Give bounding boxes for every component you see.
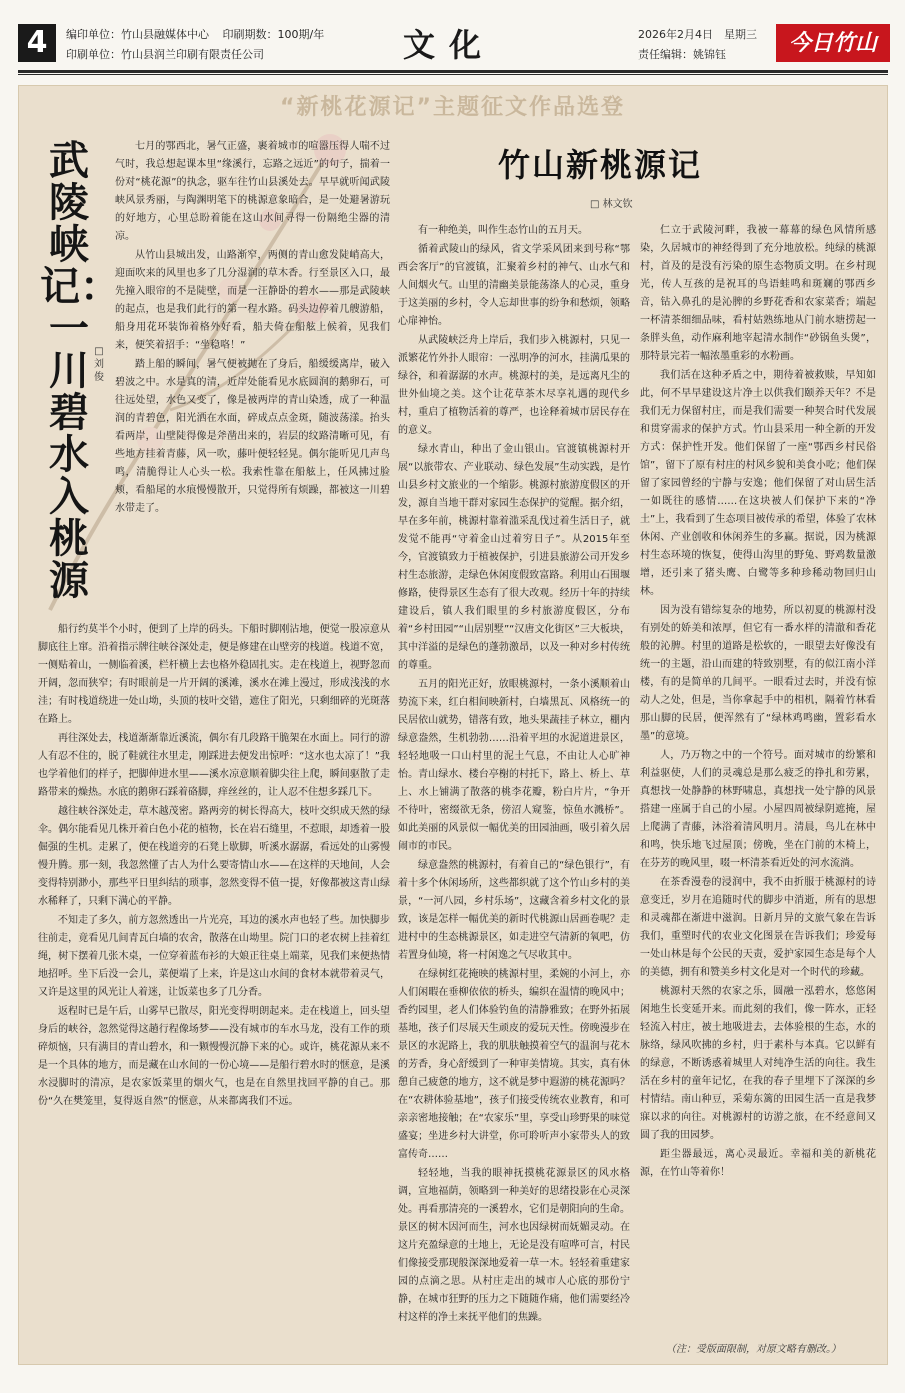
publisher-line: [66, 26, 334, 42]
printer: 印刷单位：竹山县润兰印刷有限责任公司: [66, 48, 264, 61]
editor: 责任编辑：姚锦钰: [638, 48, 726, 61]
paragraph: 桃源村天然的农家之乐，圆融一泓碧水，悠悠闲闲地生长变延开来。而此刻的我们，像一阵水，正轻轻流入村庄，被土地吸进去，去体验根的生态，水的脉络，绿风吹拂的乡村，归于素朴与本真。它以鲜有的绿意，不断诱惑着城里人对纯净生活的向往。我生活在乡村的童年记忆，在我的春子里埋下了深深的乡村情结。南山种豆，采菊东篱的田园生活一直是我梦寐以求的向往。对桃源村的访游之旅，在不经意间又圆了我的田园梦。: [640, 986, 876, 1141]
paragraph: 因为没有错综复杂的地势，所以初夏的桃源村没有别处的娇美和浓厚，但它有一番水样的清澈和香花般的沁脾。村里的道路是松软的，一眼望去好像没有统一的主题，沿山而建的特致别墅，有的似江南小洋楼，有的是简单的几间平。一眼看过去时，并没有惊动人之处，但是，当你拿起手中的相机，隔着竹林看那山脚的民居，便浑然有了“绿林鸡鸣幽，置彩看水墨”的意境。: [640, 605, 876, 742]
paragraph: 轻轻地，当我的眼神抚摸桃花源景区的风水格调，宣地福荫，领略到一种美好的思绪投影在心灵深处。再看那清亮的一溪碧水，它们是朝阳向的生命。景区的树木因河而生，河水也因绿树而妩媚灵动。在这片充盈绿意的土地上，无论是没有喧哗可言，村民们像接受那现般深深地爱着一草一木。轻轻着重建家园的点滴之思。从村庄走出的城市人心底的那份宁静，在城市狂野的压力之下随随作痛，他们需要经冷村这样的净土来抚平他们的焦躁。: [398, 1168, 630, 1323]
article2-title: 竹山新桃源记: [498, 146, 703, 184]
paragraph: 踏上船的瞬间，暑气便被抛在了身后，船缓缓离岸，破入碧波之中。水是真的清，近岸处能看见水底圆润的鹅卵石，可往远处望，水色又变了，像是被两岸的青山染透，成了一种温润的青碧色，阳光洒在水面，碎成点点金斑，随波荡漾。抬头看两岸，山壁陡得像是斧凿出来的，岩层的纹路清晰可见，有些地方挂着青藤，风一吹，藤叶便轻轻晃。偶尔能听见几声鸟鸣，清脆得让人心头一松。我索性靠在船舷上，任风拂过脸颊，看船尾的水痕慢慢散开，只觉得所有烦躁，都被这一川碧水带走了。: [115, 359, 390, 514]
masthead: [18, 22, 888, 68]
paragraph: 七月的鄂西北，暑气正盛，裹着城市的喧嚣压得人喘不过气时，我总想起课本里“缘溪行，忘路之远近”的句子，揣着一份对“桃花源”的执念，驱车往竹山县溪处去。早早就听闻武陵峡风景秀丽，与陶渊明笔下的桃源意象暗合，是一处避暑游玩的好地方，心里总盼着能在这山水间寻得一份隔绝尘器的清凉。: [115, 141, 390, 242]
paragraph: 从武陵峡泛舟上岸后，我们步入桃源村，只见一派繁花竹外扑人眼帘：一泓明净的河水，挂满瓜果的绿谷，和着潺潺的水声。桃源村的美，是远离凡尘的世外仙境之美。这个让花草茶木尽享礼遇的现代乡村，重启了植物活着的尊严，也诠释着城市居民存在的意义。: [398, 335, 630, 436]
paragraph: 有一种绝美，叫作生态竹山的五月天。: [418, 225, 588, 236]
article2-column-2: [640, 222, 876, 1336]
header-rule-thin: [18, 74, 888, 75]
section-title: 文化: [403, 26, 496, 64]
banner-title: “新桃花源记”主题征文作品选登: [280, 95, 625, 120]
article1-author: □ 刘俊: [94, 346, 104, 383]
article2-column-1: [398, 222, 630, 1354]
editor-note: （注：受版面限制，对原文略有删改。）: [666, 1344, 841, 1355]
paragraph: 五月的阳光正好，放眼桃源村，一条小溪顺着山势流下来，红白相间映新村，白墙黑瓦、风格统一的民居依山就势，错落有致，地头果蔬挂子林立，棚内绿意盎然，生机勃勃……沿着平坦的水泥道进景区，轻轻地吸一口山村里的泥土气息，不由让人心旷神怡。青山绿水、楼台亭榭的村托下，路上、桥上、草上、水上铺满了散落的桃李花瓣，粉白片片，“争开不待叶，密缀欲无条，傍沼人窥鉴，惊鱼水溅桥”。如此美丽的风景似一幅优美的田园油画，吸引着久居闹市的市民。: [398, 679, 630, 852]
paragraph: 距尘器最远，离心灵最近。幸福和美的新桃花源，在竹山等着你！: [640, 1149, 876, 1178]
publisher: 编印单位：竹山县融媒体中心: [66, 28, 209, 41]
header-rule: [18, 70, 888, 73]
newspaper-logo: 今日竹山: [776, 24, 890, 62]
paragraph: 绿水青山，种出了金山银山。官渡镇桃源村开展“以旅带农、产业联动、绿色发展”生动实践，是竹山县乡村文旅业的一个缩影。桃源村旅游度假区的开发，源自当地干群对家园生态保护的觉醒。据介绍，早在多年前，桃源村靠着滥采乱伐过着生活日子，就发觉不能再“守着金山过着穷日子”。从2015年至今，官渡镇致力于植被保护，引进县旅游公司开发乡村生态旅游，走绿色休闲度假致富路。利用山石围堰修路，使得景区生态有了很大改观。经历十年的持续建设后，镇人我们眼里的乡村旅游度假区，分布着“乡村田园”“山居别墅”“汉唐文化街区”三大板块，其中洋溢的是绿色的蓬勃激昂，以及一种对乡村传统的尊重。: [398, 444, 630, 671]
paragraph: 在茶香漫卷的浸润中，我不由折服于桃源村的诗意变迁，岁月在追随时代的脚步中消逝，所有的思想和灵魂都在渐进中滋润。日新月异的文旅气象在告诉我们，重塑时代的农业文化图景在告诉我们；珍爱每一处山林是每个公民的天责，爱护家园生态是每个人的美德，拥有和赞美乡村文化是对一个时代的珍藏。: [640, 877, 876, 978]
issue-date: 2026年2月4日 星期三: [638, 28, 757, 41]
paragraph: 越往峡谷深处走，草木越茂密。路两旁的树长得高大，枝叶交织成天然的绿伞。偶尔能看见几株开着白色小花的植物，长在岩石缝里，不惹眼，却透着一股倔强的生机。走累了，便在栈道旁的石凳上歇脚，听溪水潺潺，看远处的山雾慢慢升腾。那一刻，我忽然懂了古人为什么要寄情山水——在这样的天地间，人会变得特别渺小，那些平日里纠结的琐事，忽然变得不值一提，好像都被这青山绿水稀释了，只剩下满心的平静。: [38, 806, 390, 907]
paragraph: 从竹山县城出发，山路渐窄，两侧的青山愈发陡峭高大，迎面吹来的风里也多了几分湿润的草木香。行至景区入口，最先撞入眼帘的不是陡壁，而是一汪静卧的碧水——那是武陵峡的起点，也是我们此行的第一程水路。码头边停着几艘游船，船身用花环装饰着格外好看，船夫倚在船舷上候着，见我们来，便笑着招手：“坐稳咯！”: [115, 250, 390, 351]
paragraph: 循着武陵山的绿风，省文学采风团来到号称“鄂西会客厅”的官渡镇，汇聚着乡村的神气、山水气和人间烟火气。山里的清幽美景能荡涤人的心灵，重身于这美丽的乡村，令人忘却世事的纷争和愁烦，领略心扉神怡。: [398, 244, 630, 327]
paragraph: 仁立于武陵河畔，我被一幕幕的绿色风情所感染，久居城市的神经得到了充分地放松。纯绿的桃源村，首及的是没有污染的原生态物质文明。在乡村现光，传人互孩的是祝耳的鸟语蛙鸣和斑斓的鄂西乡音，钻入鼻孔的是沁脾的乡野花香和农家菜香；端起一杯清茶细细品味，看村姑熟练地从门前水塘捞起一条胖头鱼，动作麻利地宰起清水制作“砂锅鱼头煲”，那特景完若一幅浓墨重彩的水粉画。: [640, 225, 876, 362]
paragraph: 人，乃万物之中的一个符号。面对城市的纷繁和利益驱使，人们的灵魂总是那么疲乏的挣扎和劳累，真想找一处静静的林野啸息，真想找一处宁静的风景搭建一座属于自己的小屋。小屋四周被绿阴遮掩，屋上爬满了青藤，沐浴着清风明月。清晨，鸟儿在林中和鸣，快乐地飞过屋顶；傍晚，坐在门前的木椅上，在芬芳的晚风里，啜一杯清茶看近处的河水流淌。: [640, 750, 876, 869]
paragraph: 再往深处去，栈道渐渐靠近溪流，偶尔有几段路干脆架在水面上。同行的游人有忍不住的，脱了鞋就往水里走，刚踩进去便发出惊呼：“这水也太凉了！”我也学着他们的样子，把脚伸进水里——溪水凉意顺着脚尖往上爬，瞬间驱散了走路带来的燥热。水底的鹅卵石踩着硌脚，痒丝丝的，让人忍不住想多踩几下。: [38, 733, 390, 798]
paragraph: 不知走了多久，前方忽然透出一片光亮，耳边的溪水声也轻了些。加快脚步往前走，竟看见几间青瓦白墙的农舍，散落在山坳里。院门口的老农树上挂着红绳，树下摆着几张木桌，一位穿着蓝布衫的大娘正往桌上端菜，见我们来便热情地招呼。坐下后没一会儿，菜便端了上来，许是这山水间的食材本就带着灵气，又许是这里的风光让人着迷，让饭菜也多了几分香。: [38, 915, 390, 998]
article2-author: □ 林文钦: [590, 199, 633, 210]
paragraph: 我们活在这种矛盾之中，期待着被救赎，早知如此，何不早早建设这片净土以供我们颐养天年？不是我们无力保留村庄，而是我们需要一种契合时代发展和贯穿需求的保护方式。竹山县采用一种全新的开发方式：保护性开发。他们保留了一座“鄂西乡村民俗馆”，留下了原有村庄的村风乡貌和美食小吃；他们保留了家园曾经的宁静与安逸；他们保留了对山居生活一如既往的感情……在这块被人们保护下来的“净土”上，我看到了生态项目被传承的希望，体验了农林休闲、产业创收和休闲养生的多赢。据说，因为桃源村生态环境的恢复，使得山沟里的野兔、野鸡数量激增，还引来了猪头鹰、白鹭等多种珍稀动物回归山林。: [640, 370, 876, 597]
paragraph: 船行约莫半个小时，便到了上岸的码头。下船时脚刚沾地，便觉一股凉意从脚底往上窜。沿着指示牌往峡谷深处走，便是修建在山壁旁的栈道。栈道不宽，一侧贴着山，一侧临着溪，栏杆横上去也格外稳固扎实。走在栈道上，视野忽而开阔，忽而狭窄；有时眼前是一片开阔的溪滩，溪水在滩上漫过，形成浅浅的水洼；有时栈道绕进一处山坳，头顶的枝叶交错，遮住了阳光，只剩细碎的光斑落在路上。: [38, 624, 390, 725]
paragraph: 在绿树红花掩映的桃源村里，柔婉的小河上，亦人们闲暇在垂柳依依的桥头，编织在温情的晚风中；香约园里，老人们体验钓鱼的清静雅致；在野外拓展基地，孩子们尽展天生顽皮的爱玩天性。傍晚漫步在景区的水泥路上，我的肌肤触摸着空气的温润与花木的芳香，身心舒缓到了一种审美情境。其实，真有休憩自己疲惫的地方，这不就是梦中遐游的桃花源吗？在“农耕体验基地”，孩子们接受传统农业教育，和可亲亲密地接触；在“农家乐”里，享受山珍野果的味觉盛宴；坐进乡村大讲堂，你可聆听声小家带头人的致富传奇……: [398, 969, 630, 1160]
paragraph: 返程时已是午后，山雾早已散尽，阳光变得明朗起来。走在栈道上，回头望身后的峡谷，忽然觉得这趟行程像场梦——没有城市的车水马龙，没有工作的琐碎烦恼，只有满目的青山碧水，和一颗慢慢沉静下来的心。或许，桃花源从来不是一个具体的地方，而是藏在山水间的一份心境——是船行碧水时的惬意，是溪水浸脚时的清凉，是农家饭菜里的烟火气，也是在自然里找回平静的自己。那份“久在樊笼里，复得返自然”的惬意，从来都离我们不远。: [38, 1006, 390, 1107]
article1-column-bottom: [38, 621, 390, 1351]
page-number: 4: [18, 24, 56, 62]
article1-title: 武陵峡记：一川碧水入桃源: [40, 137, 120, 604]
paragraph: 绿意盎然的桃源村，有着自己的“绿色银行”，有着十多个休闲场所，这些都织就了这个竹山乡村的美景，“一河八园，乡村乐场”，这藏含着乡村文化的景致，该是怎样一幅优美的新时代桃源山居画卷呢？走进村中的生态桃源景区，如走进空气清新的氧吧，仿若置身仙境，将一村闲逸之气尽收其中。: [398, 860, 630, 961]
article1-column-top: [115, 138, 390, 621]
print-run: 印刷期数：100期/年: [222, 28, 325, 41]
